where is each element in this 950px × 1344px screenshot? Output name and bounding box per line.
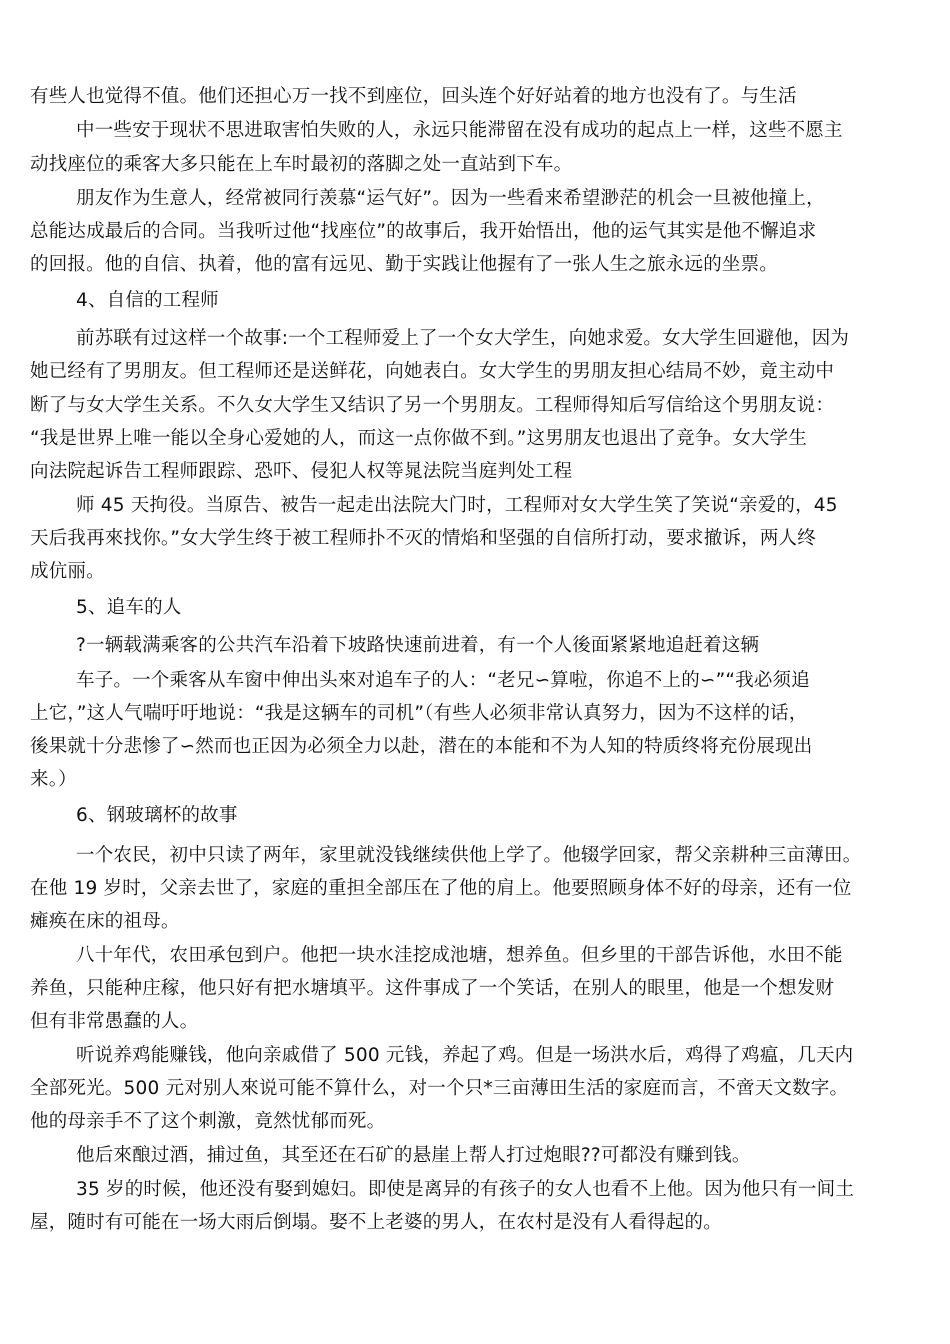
text-line: 听说养鸡能赚钱，他向亲戚借了 500 元钱，养起了鸡。但是一场洪水后，鸡得了鸡瘟，几天内 [76, 1045, 854, 1066]
text-line: 朋友作为生意人，经常被同行羡慕“运气好”。因为一些看来希望渺茫的机会一旦被他撞上， [76, 188, 825, 209]
text-line: 但有非常愚蠢的人。 [30, 1011, 199, 1032]
text-line: 成伉丽。 [30, 561, 105, 582]
text-line: 瘫痪在床的祖母。 [30, 911, 180, 932]
text-line: 中一些安于现状不思进取害怕失败的人，永远只能滞留在没有成功的起点上一样，这些不愿主 [76, 120, 843, 141]
text-line: 全部死光。500 元对别人來说可能不算什么，对一个只*三亩薄田生活的家庭而言，不啻天文数字。 [30, 1078, 849, 1099]
section-heading: 5、追车的人 [76, 597, 182, 618]
text-line: 的回报。他的自信、执着，他的富有远见、勤于实践让他握有了一张人生之旅永远的坐票。 [30, 254, 779, 275]
text-line: 总能达成最后的合同。当我听过他“找座位”的故事后，我开始悟出，他的运气其实是他不懈追求 [30, 221, 817, 242]
text-line: 前苏联有过这样一个故事:一个工程师爱上了一个女大学生，向她求爱。女大学生回避他，因为 [76, 328, 850, 349]
text-line: 在他 19 岁时，父亲去世了，家庭的重担全部压在了他的肩上。他要照顾身体不好的母亲，还有一位 [30, 878, 852, 899]
text-line: 天后我再來找你。”女大学生终于被工程师扑不灭的情焰和坚强的自信所打动，要求撤诉，两人终 [30, 528, 816, 549]
text-line: 师 45 天拘役。当原告、被告一起走出法院大门时，工程师对女大学生笑了笑说“亲爱的，45 [76, 495, 838, 516]
text-line: ?一辆载满乘客的公共汽车沿着下坡路快速前进着，有一个人後面紧紧地追赶着这辆 [76, 635, 760, 656]
section-heading: 4、自信的工程师 [76, 290, 219, 311]
text-line: 向法院起诉告工程师跟踪、恐吓、侵犯人权等晁法院当庭判处工程 [30, 461, 573, 482]
text-line: 35 岁的时候，他还没有娶到媳妇。即使是离异的有孩子的女人也看不上他。因为他只有一间土 [76, 1179, 855, 1200]
text-line: 後果就十分悲惨了∽然而也正因为必须全力以赴，潜在的本能和不为人知的特质终将充份展现出 [30, 736, 813, 757]
text-line: 车子。一个乘客从车窗中伸出头來对追车子的人：“老兄∽算啦，你追不上的∽”“我必须追 [76, 670, 810, 691]
text-line: 八十年代，农田承包到户。他把一块水洼挖成池塘，想养鱼。但乡里的干部告诉他，水田不能 [76, 945, 843, 966]
text-line: 她已经有了男朋友。但工程师还是送鲜花，向她表白。女大学生的男朋友担心结局不妙，竟主动中 [30, 361, 835, 382]
text-line: 屋，随时有可能在一场大雨后倒塌。娶不上老婆的男人，在农村是没有人看得起的。 [30, 1212, 722, 1233]
text-line: 断了与女大学生关系。不久女大学生又结识了另一个男朋友。工程师得知后写信给这个男朋友说： [30, 395, 835, 416]
text-line: 一个农民，初中只读了两年，家里就没钱继续供他上学了。他辍学回家，帮父亲耕种三亩薄田。 [76, 845, 862, 866]
section-heading: 6、钢玻璃杯的故事 [76, 805, 238, 826]
text-line: 他的母亲手不了这个刺激，竟然忧郁而死。 [30, 1111, 386, 1132]
text-line: 上它，”这人气喘吁吁地说：“我是这辆车的司机”（有些人必须非常认真努力，因为不这样的话， [30, 703, 808, 724]
text-line: 来。） [30, 769, 77, 790]
text-line: 动找座位的乘客大多只能在上车时最初的落脚之处一直站到下车。 [30, 154, 573, 175]
text-line: “我是世界上唯一能以全身心爱她的人，而这一点你做不到。”这男朋友也退出了竞争。女大学生 [30, 428, 808, 449]
text-line: 他后來酿过酒，捕过鱼，其至还在石矿的悬崖上帮人打过炮眼??可都没有赚到钱。 [76, 1145, 751, 1166]
text-line: 养鱼，只能种庄稼，他只好有把水塘填平。这件事成了一个笑话，在别人的眼里，他是一个想发财 [30, 978, 835, 999]
text-line: 有些人也觉得不值。他们还担心万一找不到座位，回头连个好好站着的地方也没有了。与生活 [30, 86, 797, 107]
